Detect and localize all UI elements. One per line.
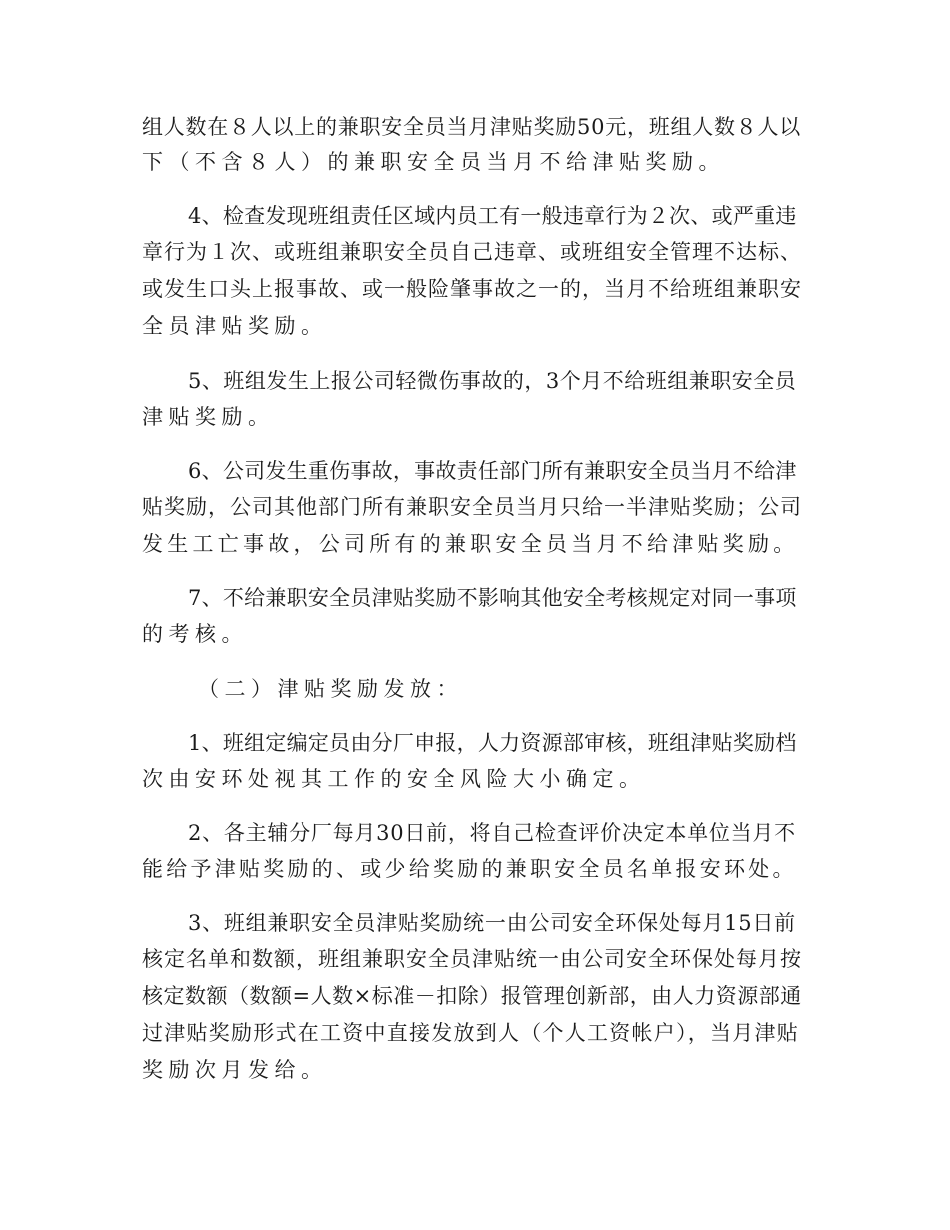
text-line: 2、各主辅分厂每月30日前，将自己检查评价决定本单位当月不 [188, 821, 796, 845]
text-line: 的考核。 [142, 622, 248, 646]
text-line: 能给予津贴奖励的、或少给奖励的兼职安全员名单报安环处。 [142, 857, 797, 881]
text-line: 4、检查发现班组责任区域内员工有一般违章行为２次、或严重违 [188, 204, 797, 228]
text-line: 6、公司发生重伤事故，事故责任部门所有兼职安全员当月不给津 [188, 459, 797, 483]
text-line: 章行为１次、或班组兼职安全员自己违章、或班组安全管理不达标、 [142, 240, 802, 264]
text-line: 核定名单和数额，班组兼职安全员津贴统一由公司安全环保处每月按 [142, 947, 802, 971]
text-line: 津贴奖励。 [142, 405, 275, 429]
text-line: 或发生口头上报事故、或一般险肇事故之一的，当月不给班组兼职安 [142, 277, 802, 301]
text-line: 3、班组兼职安全员津贴奖励统一由公司安全环保处每月15日前 [188, 911, 796, 935]
text-line: 全员津贴奖励。 [142, 314, 328, 338]
text-line: 1、班组定编定员由分厂申报，人力资源部审核，班组津贴奖励档 [188, 731, 797, 755]
text-line: 下（不含８人）的兼职安全员当月不给津贴奖励。 [142, 150, 725, 174]
text-line: 7、不给兼职安全员津贴奖励不影响其他安全考核规定对同一事项 [188, 586, 797, 610]
text-line: 核定数额（数额=人数×标准－扣除）报管理创新部，由人力资源部通 [142, 984, 802, 1008]
text-line: 奖励次月发给。 [142, 1058, 328, 1082]
section-heading: （二）津贴奖励发放： [198, 677, 463, 701]
text-line: 5、班组发生上报公司轻微伤事故的，3个月不给班组兼职安全员 [188, 369, 797, 393]
text-line: 过津贴奖励形式在工资中直接发放到人（个人工资帐户），当月津贴 [142, 1021, 799, 1045]
text-line: 贴奖励，公司其他部门所有兼职安全员当月只给一半津贴奖励；公司 [142, 495, 802, 519]
text-line: 次由安环处视其工作的安全风险大小确定。 [142, 767, 646, 791]
text-line: 组人数在８人以上的兼职安全员当月津贴奖励50元，班组人数８人以 [142, 115, 801, 139]
text-line: 发生工亡事故，公司所有的兼职安全员当月不给津贴奖励。 [142, 532, 799, 556]
